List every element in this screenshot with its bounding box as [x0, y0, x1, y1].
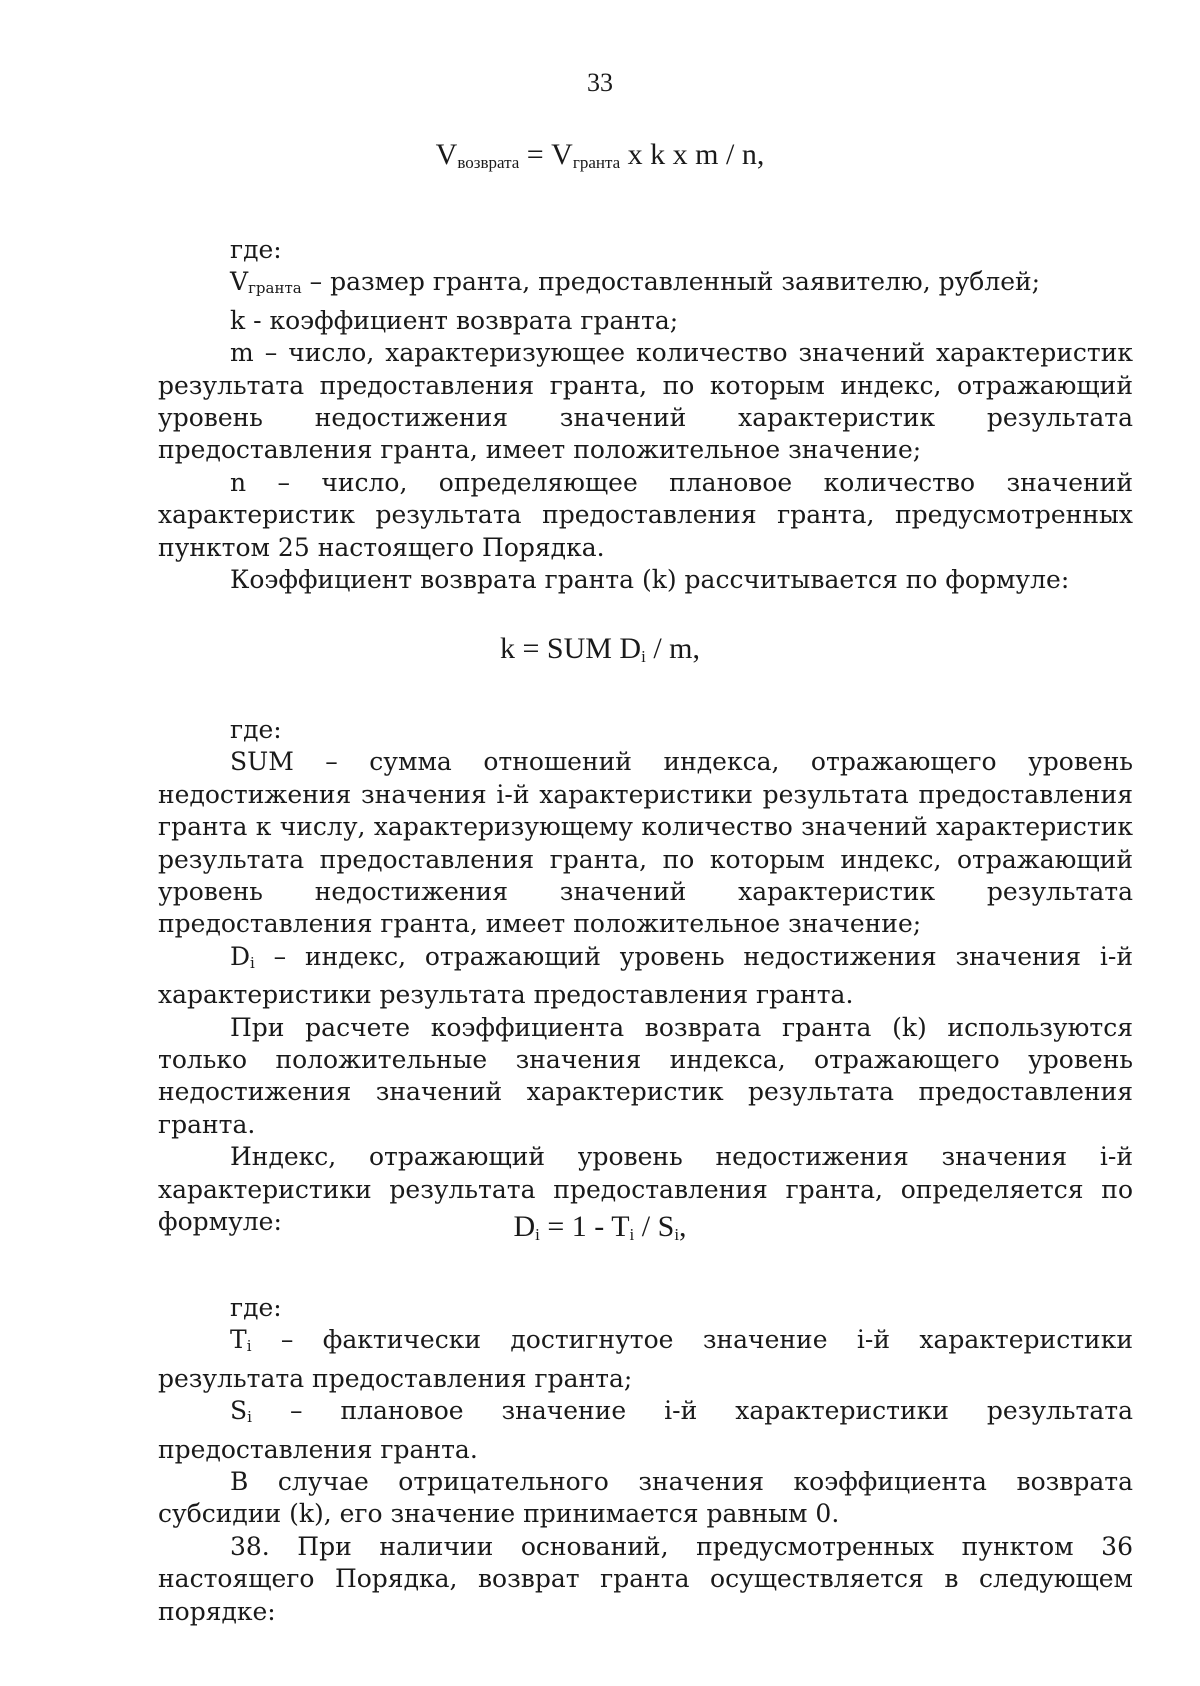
formula-d-slash: / S: [634, 1210, 675, 1243]
t-definition-text: – фактически достигнутое значение i-й характеристики результата предоставления гранта;: [158, 1325, 1133, 1393]
formula-k-after: / m,: [645, 632, 700, 665]
formula-d: [0, 1210, 1200, 1245]
d-definition-text: – индекс, отражающий уровень недостижения значения i-й характеристики результата предоставления гранта.: [158, 941, 1133, 1010]
formula-s-sub: i: [674, 1225, 680, 1244]
t-definition: [158, 1324, 1133, 1395]
t-symbol: T: [230, 1325, 247, 1355]
formula-d-sub: i: [535, 1225, 540, 1244]
s-definition: [158, 1395, 1133, 1466]
k-formula-intro: Коэффициент возврата гранта (k) рассчитывается по формуле:: [230, 565, 1070, 595]
v-grant-definition: [158, 266, 1133, 304]
where-label-1: где:: [230, 235, 282, 264]
m-definition: m – число, характеризующее количество значений характеристик результата предоставления гранта, по которым индекс, отражающий уровень недостижения значений характеристик результата предоставления гранта, имеет положительное значение;: [158, 338, 1133, 465]
formula-return-volume: [0, 138, 1200, 173]
s-symbol: S: [230, 1396, 248, 1426]
where-label-3: где:: [230, 1293, 282, 1322]
d-definition: [158, 941, 1133, 1012]
sum-definition: SUM – сумма отношений индекса, отражающего уровень недостижения значения i-й характеристики результата предоставления гранта к числу, характеризующему количество значений характеристик результата предоставления гранта, по которым индекс, отражающий уровень недостижения значений характеристик результата предоставления гранта, имеет положительное значение;: [158, 747, 1133, 939]
v-symbol: V: [230, 267, 249, 297]
definitions-block-3: [158, 1292, 1133, 1628]
calculation-note: При расчете коэффициента возврата гранта (k) используются только положительные значения индекса, отражающего уровень недостижения значений характеристик результата предоставления гранта.: [158, 1012, 1133, 1139]
formula-v-left: V: [435, 138, 458, 171]
definitions-block-2: [158, 714, 1133, 1239]
k-definition: k - коэффициент возврата гранта;: [230, 305, 679, 335]
t-subscript: i: [246, 1337, 252, 1356]
formula-d-end: ,: [679, 1210, 687, 1243]
formula-k-sub: i: [641, 647, 646, 666]
s-subscript: i: [247, 1408, 252, 1427]
formula-t-sub: i: [629, 1225, 635, 1244]
definitions-block-1: [158, 234, 1133, 596]
d-subscript: i: [250, 953, 255, 972]
s-definition-text: – плановое значение i-й характеристики результата предоставления гранта.: [158, 1396, 1133, 1464]
index-formula-intro: Индекс, отражающий уровень недостижения значения i-й характеристики результата предоставления гранта, определяется по формуле:: [158, 1142, 1133, 1237]
formula-d-symbol: D: [513, 1210, 536, 1243]
formula-v-rest: x k x m / n,: [620, 138, 765, 171]
v-definition-text: – размер гранта, предоставленный заявителю, рублей;: [301, 267, 1041, 297]
d-symbol: D: [230, 941, 251, 971]
n-definition: n – число, определяющее плановое количество значений характеристик результата предоставления гранта, предусмотренных пунктом 25 настоящего Порядка.: [158, 467, 1133, 562]
v-subscript: гранта: [248, 279, 302, 298]
formula-v-left-sub: возврата: [457, 153, 520, 172]
formula-k: [0, 632, 1200, 667]
formula-v-eq: = V: [519, 138, 573, 171]
negative-coefficient-note: В случае отрицательного значения коэффициента возврата субсидии (k), его значение принимается равным 0.: [158, 1467, 1133, 1529]
page-number: 33: [587, 68, 613, 97]
formula-d-mid: = 1 - T: [539, 1210, 630, 1243]
item-38: 38. При наличии оснований, предусмотренных пунктом 36 настоящего Порядка, возврат гранта осуществляется в следующем порядке:: [158, 1531, 1133, 1626]
where-label-2: где:: [230, 715, 282, 744]
formula-v-right-sub: гранта: [572, 153, 621, 172]
formula-k-before: k = SUM D: [499, 632, 642, 665]
